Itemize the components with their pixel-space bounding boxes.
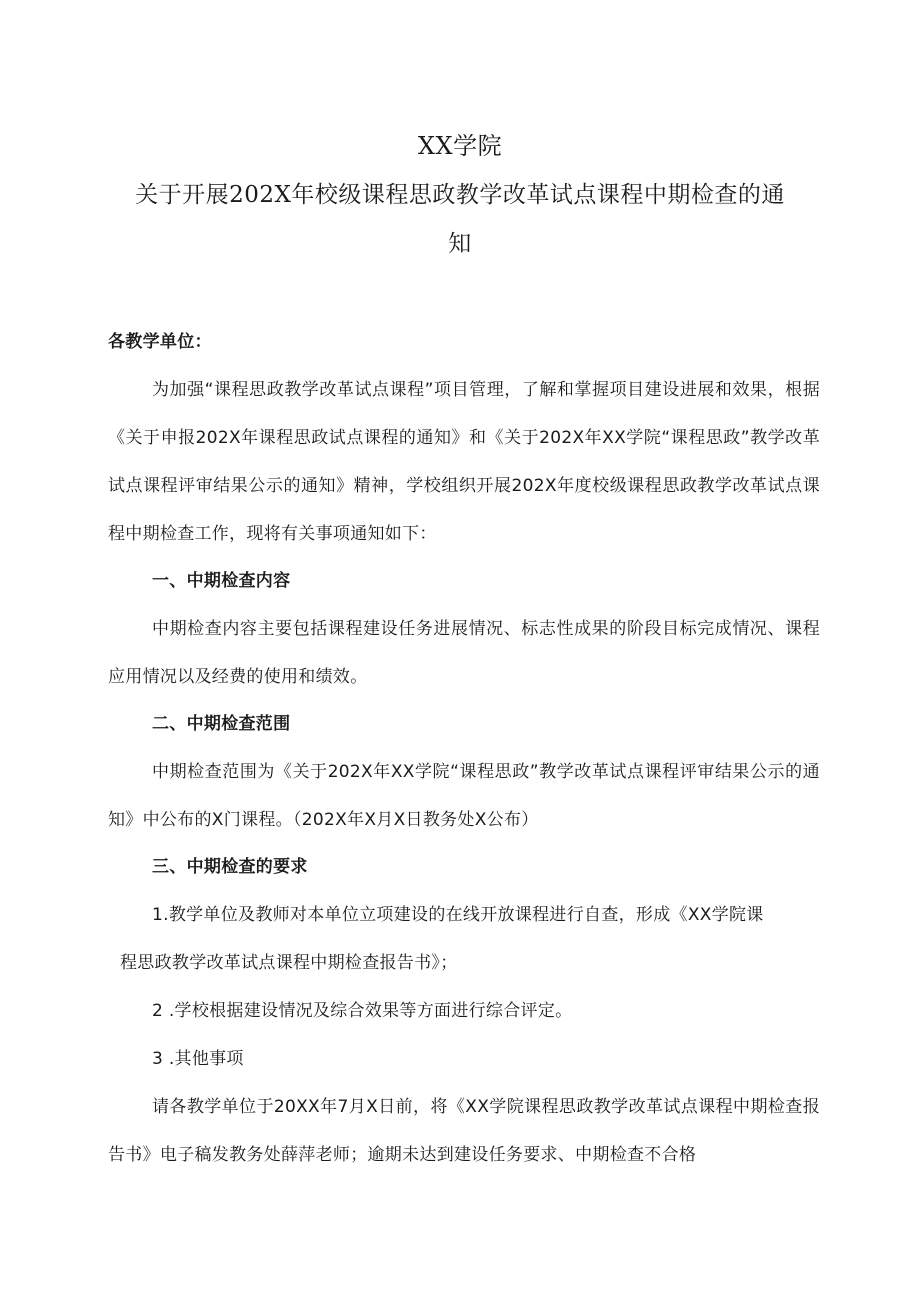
requirement-3: 3 .其他事项 — [152, 1049, 244, 1069]
section-heading-scope: 二、中期检查范围 — [152, 714, 291, 734]
intro-paragraph: 为加强“课程思政教学改革试点课程”项目管理，了解和掌握项目建设进展和效果，根据《关于申报202X年课程思政试点课程的通知》和《关于202X年XX学院“课程思政”教学改革试点课程评审结果公示的通知》精神，学校组织开展202X年度校级课程思政教学改革试点课程中期检查工作，现将有关事项通知如下： — [108, 380, 820, 544]
closing-paragraph: 请各教学单位于20XX年7月X日前，将《XX学院课程思政教学改革试点课程中期检查报告书》电子稿发教务处薛萍老师；逾期未达到建设任务要求、中期检查不合格 — [108, 1097, 820, 1165]
document-title — [0, 122, 920, 269]
requirement-1-line-1: 1.教学单位及教师对本单位立项建设的在线开放课程进行自查，形成《XX学院课 — [152, 905, 764, 925]
document-body — [108, 318, 820, 1179]
section-scope-paragraph: 中期检查范围为《关于202X年XX学院“课程思政”教学改革试点课程评审结果公示的通知》中公布的X门课程。（202X年X月X日教务处X公布） — [108, 762, 820, 830]
org-title: XX学院 — [417, 132, 503, 160]
section-heading-requirements: 三、中期检查的要求 — [152, 857, 308, 877]
salutation: 各教学单位： — [108, 332, 212, 352]
requirement-2: 2 .学校根据建设情况及综合效果等方面进行综合评定。 — [152, 1001, 573, 1021]
notice-title-line-2: 知 — [448, 231, 472, 257]
requirement-1-line-2: 程思政教学改革试点课程中期检查报告书》； — [120, 953, 458, 973]
section-content-paragraph: 中期检查内容主要包括课程建设任务进展情况、标志性成果的阶段目标完成情况、课程应用情况以及经费的使用和绩效。 — [108, 619, 820, 687]
notice-title-line-1: 关于开展202X年校级课程思政教学改革试点课程中期检查的通 — [135, 182, 785, 208]
section-heading-content: 一、中期检查内容 — [152, 571, 291, 591]
